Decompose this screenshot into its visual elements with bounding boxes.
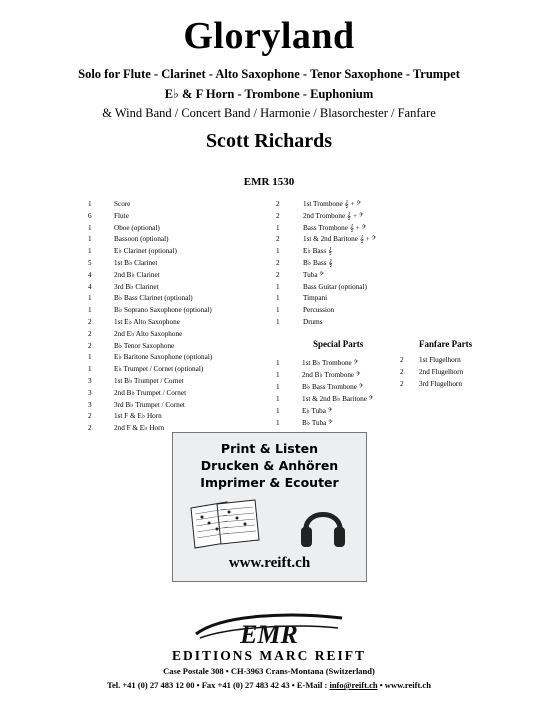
publisher-contact [0,680,538,690]
part-row [88,388,212,400]
part-name: 2nd E♭ Alto Saxophone [114,329,183,338]
sheet-music-icon [187,498,265,550]
part-name: 2nd F & E♭ Horn [114,424,165,433]
part-name: 1st F & E♭ Horn [114,412,162,421]
part-row [276,211,376,223]
part-quantity: 1 [276,419,280,427]
part-name: 1st & 2nd Baritone 𝄞 + 𝄢 [303,235,377,244]
part-name: Oboe (optional) [114,223,160,232]
title: Gloryland [183,15,355,57]
part-row [88,246,212,258]
part-name: E♭ Clarinet (optional) [114,247,177,256]
parts-list-right [276,199,376,329]
part-quantity: 2 [88,412,92,421]
part-quantity: 2 [400,356,404,364]
part-name: B♭ Tuba 𝄢 [302,419,333,427]
part-name: Timpani [303,294,328,303]
part-name: 1st Trombone 𝄞 + 𝄢 [303,200,362,208]
part-row [276,293,376,305]
part-quantity: 1 [88,200,92,208]
part-quantity: 2 [88,329,92,338]
part-name: Bass Trombone 𝄞 + 𝄢 [303,223,367,232]
part-name: Percussion [303,306,335,315]
subtitle-line-2: E♭ & F Horn - Trombone - Euphonium [164,87,374,101]
part-quantity: 2 [88,317,92,326]
part-quantity: 4 [88,282,92,291]
part-row [276,234,376,246]
part-name: 2nd Trombone 𝄞 + 𝄢 [303,211,364,220]
part-row [88,364,212,376]
publisher-address: Case Postale 308 • CH-3963 Crans-Montana (Switzerland) [163,666,375,676]
part-quantity: 2 [276,235,280,244]
part-quantity: 2 [88,341,92,350]
special-parts-list [276,357,373,429]
part-row [88,211,212,223]
part-row [400,378,463,390]
part-name: 1st E♭ Alto Saxophone [114,317,180,326]
part-name: B♭ Tenor Saxophone [114,341,175,350]
part-row [88,282,212,294]
part-row [276,199,376,211]
drucken-label: Drucken & Anhören [200,458,339,473]
print-listen-label: Print & Listen [220,441,319,456]
part-name: B♭ Bass Trombone 𝄢 [302,383,364,391]
part-name: B♭ Soprano Saxophone (optional) [114,306,212,315]
part-row [88,293,212,305]
part-row [276,258,376,270]
part-name: Drums [303,317,323,326]
part-quantity: 1 [276,306,280,315]
part-quantity: 2 [276,211,280,220]
headphones-icon [298,501,348,553]
fanfare-parts-list [400,354,463,390]
part-row [88,223,212,235]
part-name: B♭ Bass 𝄞 [303,258,333,267]
part-row [88,352,212,364]
part-row [276,305,376,317]
part-name: 2nd B♭ Trumpet / Cornet [114,388,187,397]
part-quantity: 3 [88,400,92,409]
part-row [276,357,373,369]
publisher-name: EDITIONS MARC REIFT [171,648,367,663]
part-row [276,270,376,282]
parts-list-left [88,199,212,435]
part-quantity: 2 [88,424,92,433]
part-quantity: 5 [88,258,92,267]
part-row [400,354,463,366]
emr-logo [192,612,346,648]
part-name: 2nd B♭ Trombone 𝄢 [302,371,361,379]
part-quantity: 2 [276,270,280,279]
part-quantity: 3 [88,376,92,385]
part-row [276,223,376,235]
print-listen-box [172,432,367,582]
part-quantity: 1 [276,359,280,367]
part-row [88,376,212,388]
part-row [88,258,212,270]
part-quantity: 1 [276,383,280,391]
part-quantity: 2 [276,258,280,267]
part-row [88,270,212,282]
part-name: 1st & 2nd B♭ Baritone 𝄢 [302,395,374,403]
part-row [276,246,376,258]
part-row [88,305,212,317]
part-quantity: 1 [88,353,92,362]
contact-email-link[interactable]: info@reift.ch [329,680,378,690]
part-row [400,366,463,378]
special-parts-heading: Special Parts [313,339,364,349]
part-quantity: 3 [88,388,92,397]
part-quantity: 1 [88,235,92,244]
part-quantity: 1 [88,223,92,232]
contact-phone-fax: Tel. +41 (0) 27 483 12 00 • Fax +41 (0) 27 483 42 43 • E-Mail : [107,680,330,690]
part-row [88,341,212,353]
part-quantity: 4 [88,270,92,279]
part-quantity: 1 [276,282,280,291]
part-name: 3rd Flugelhorn [419,380,462,388]
contact-website: • www.reift.ch [377,680,431,690]
part-name: 2nd B♭ Clarinet [114,270,160,279]
part-quantity: 1 [88,294,92,303]
part-name: 1st B♭ Clarinet [114,258,158,267]
part-row [276,417,373,429]
part-name: 1st Flugelhorn [419,356,461,364]
composer: Scott Richards [205,130,333,152]
part-quantity: 1 [276,223,280,232]
part-row [276,381,373,393]
part-quantity: 1 [276,317,280,326]
part-quantity: 1 [276,247,280,256]
part-name: 2nd Flugelhorn [419,368,464,376]
part-row [88,234,212,246]
part-row [276,282,376,294]
part-name: 3rd B♭ Trumpet / Cornet [114,400,185,409]
part-name: Flute [114,211,129,220]
logo-text: EMR [240,620,298,648]
part-row [88,329,212,341]
subtitle-line-1: Solo for Flute - Clarinet - Alto Saxophone - Tenor Saxophone - Trumpet [78,67,460,81]
part-row [88,199,212,211]
part-row [276,393,373,405]
part-quantity: 6 [88,211,92,220]
part-name: E♭ Trumpet / Cornet (optional) [114,365,204,374]
part-name: E♭ Tuba 𝄢 [302,407,333,415]
fanfare-parts-heading: Fanfare Parts [419,339,473,349]
part-name: Tuba 𝄢 [303,270,324,279]
part-quantity: 2 [400,368,404,376]
part-name: E♭ Bass 𝄞 [303,247,333,256]
part-name: B♭ Bass Clarinet (optional) [114,294,193,303]
part-quantity: 2 [400,380,404,388]
subtitle-line-3: & Wind Band / Concert Band / Harmonie / Blasorchester / Fanfare [102,106,436,120]
part-quantity: 1 [88,365,92,374]
part-name: 1st B♭ Trumpet / Cornet [114,376,184,385]
part-quantity: 2 [276,200,280,208]
imprimer-label: Imprimer & Ecouter [200,475,339,490]
part-row [276,405,373,417]
part-row [276,317,376,329]
website-url[interactable]: www.reift.ch [228,555,311,571]
part-name: 3rd B♭ Clarinet [114,282,159,291]
part-name: 1st B♭ Trombone 𝄢 [302,359,359,367]
part-name: E♭ Baritone Saxophone (optional) [114,353,213,362]
catalog-number: EMR 1530 [243,176,295,188]
part-quantity: 1 [88,306,92,315]
part-row [88,411,212,423]
part-quantity: 1 [88,247,92,256]
part-quantity: 1 [276,395,280,403]
part-row [88,317,212,329]
part-name: Bassoon (optional) [114,235,169,244]
part-quantity: 1 [276,371,280,379]
part-quantity: 1 [276,294,280,303]
part-row [88,400,212,412]
part-quantity: 1 [276,407,280,415]
part-name: Score [114,200,131,208]
part-name: Bass Guitar (optional) [303,282,367,291]
part-row [276,369,373,381]
